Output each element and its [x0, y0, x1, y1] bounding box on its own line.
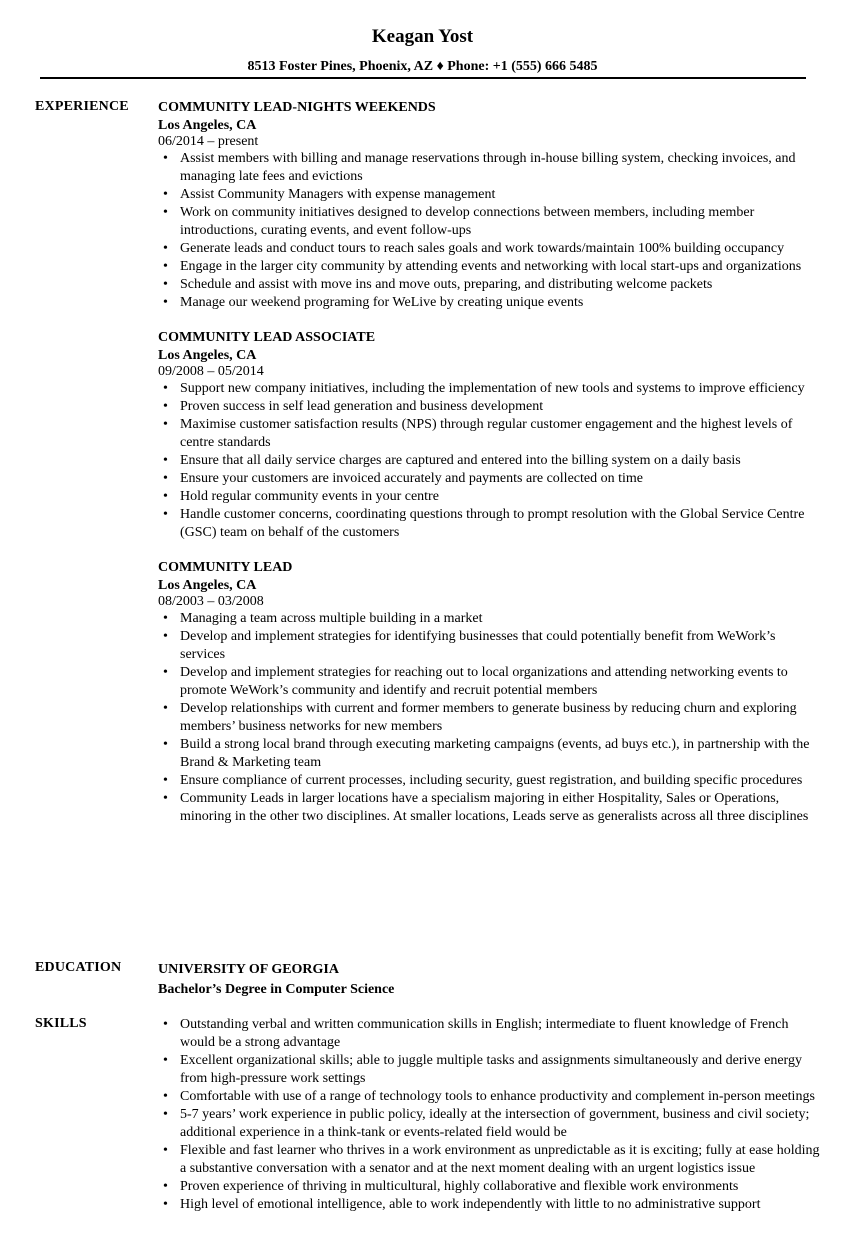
education-section	[35, 960, 820, 1000]
job-title: COMMUNITY LEAD-NIGHTS WEEKENDS	[158, 100, 436, 115]
skills-body	[158, 1016, 820, 1214]
experience-label: EXPERIENCE	[35, 99, 129, 114]
bullet-item: • Community Leads in larger locations have a specialism majoring in either Hospitality, Sales or Operations, minoring in the other two disciplines. At smaller locations, Leads serve as generalists across all three disciplines	[180, 790, 820, 826]
education-body	[158, 960, 820, 1000]
bullet-item: • High level of emotional intelligence, able to work independently with little to no administrative support	[180, 1196, 820, 1214]
education-degree: Bachelor’s Degree in Computer Science	[158, 982, 395, 997]
job-dates: 06/2014 – present	[158, 134, 259, 149]
skills-bullets	[158, 1016, 820, 1214]
bullet-item: • Ensure compliance of current processes, including security, guest registration, and building specific procedures	[180, 772, 820, 790]
bullet-item: • Flexible and fast learner who thrives in a work environment as unpredictable as it is exciting; fully at ease holding a substantive conversation with a senator and at the next moment dealing with an urgent logistics issue	[180, 1142, 820, 1178]
bullet-item: • Ensure your customers are invoiced accurately and payments are collected on time	[180, 470, 820, 488]
education-label: EDUCATION	[35, 960, 122, 975]
bullet-item: • Schedule and assist with move ins and move outs, preparing, and distributing welcome packets	[180, 276, 820, 294]
bullet-item: • Develop relationships with current and former members to generate business by reducing churn and exploring members’ business networks for new members	[180, 700, 820, 736]
education-school: UNIVERSITY OF GEORGIA	[158, 962, 339, 977]
experience-section	[35, 99, 820, 843]
skills-section	[35, 1016, 820, 1214]
bullet-item: • Support new company initiatives, including the implementation of new tools and systems to improve efficiency	[180, 380, 820, 398]
bullet-item: • Maximise customer satisfaction results (NPS) through regular customer engagement and the highest levels of centre standards	[180, 416, 820, 452]
bullet-item: • Generate leads and conduct tours to reach sales goals and work towards/maintain 100% building occupancy	[180, 240, 820, 258]
bullet-item: • 5-7 years’ work experience in public policy, ideally at the intersection of government, business and civil society; additional experience in a think-tank or events-related field would be	[180, 1106, 820, 1142]
bullet-item: • Handle customer concerns, coordinating questions through to prompt resolution with the Global Service Centre (GSC) team on behalf of the customers	[180, 506, 820, 542]
bullet-item: • Outstanding verbal and written communication skills in English; intermediate to fluent knowledge of French would be a strong advantage	[180, 1016, 820, 1052]
bullet-item: • Manage our weekend programing for WeLive by creating unique events	[180, 294, 820, 312]
bullet-item: • Proven experience of thriving in multicultural, highly collaborative and flexible work environments	[180, 1178, 820, 1196]
job-entry	[158, 99, 820, 312]
experience-body	[158, 99, 820, 826]
bullet-item: • Excellent organizational skills; able to juggle multiple tasks and assignments simultaneously and derive energy from high-pressure work settings	[180, 1052, 820, 1088]
bullet-item: • Engage in the larger city community by attending events and networking with local start-ups and organizations	[180, 258, 820, 276]
job-location: Los Angeles, CA	[158, 348, 257, 363]
contact-line: 8513 Foster Pines, Phoenix, AZ ♦ Phone: +1 (555) 666 5485	[247, 59, 598, 74]
bullet-item: • Ensure that all daily service charges are captured and entered into the billing system on a daily basis	[180, 452, 820, 470]
job-location: Los Angeles, CA	[158, 578, 257, 593]
bullet-item: • Build a strong local brand through executing marketing campaigns (events, ad buys etc.), in partnership with the Brand & Marketing team	[180, 736, 820, 772]
job-entry	[158, 559, 820, 826]
job-bullets	[158, 150, 820, 312]
resume-name: Keagan Yost	[371, 26, 474, 47]
job-dates: 09/2008 – 05/2014	[158, 364, 264, 379]
bullet-item: • Proven success in self lead generation and business development	[180, 398, 820, 416]
bullet-item: • Assist members with billing and manage reservations through in-house billing system, checking invoices, and managing late fees and evictions	[180, 150, 820, 186]
job-title: COMMUNITY LEAD	[158, 560, 293, 575]
job-entry	[158, 329, 820, 542]
bullet-item: • Develop and implement strategies for identifying businesses that could potentially benefit from WeWork’s services	[180, 628, 820, 664]
header-divider	[40, 77, 806, 79]
job-bullets	[158, 610, 820, 826]
job-location: Los Angeles, CA	[158, 118, 257, 133]
job-bullets	[158, 380, 820, 542]
bullet-item: • Work on community initiatives designed to develop connections between members, including member introductions, curating events, and event follow-ups	[180, 204, 820, 240]
bullet-item: • Assist Community Managers with expense management	[180, 186, 820, 204]
bullet-item: • Develop and implement strategies for reaching out to local organizations and attending networking events to promote WeWork’s community and identify and recruit potential members	[180, 664, 820, 700]
bullet-item: • Hold regular community events in your centre	[180, 488, 820, 506]
bullet-item: • Managing a team across multiple building in a market	[180, 610, 820, 628]
skills-label: SKILLS	[35, 1016, 87, 1031]
job-title: COMMUNITY LEAD ASSOCIATE	[158, 330, 376, 345]
bullet-item: • Comfortable with use of a range of technology tools to enhance productivity and complement in-person meetings	[180, 1088, 820, 1106]
job-dates: 08/2003 – 03/2008	[158, 594, 264, 609]
